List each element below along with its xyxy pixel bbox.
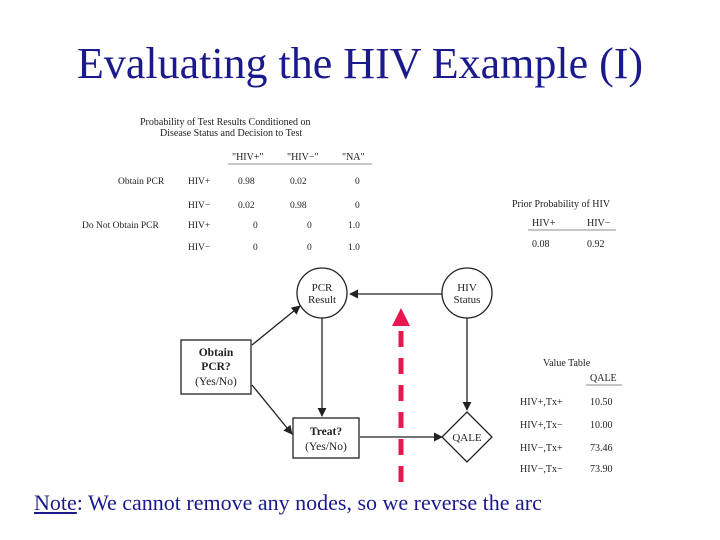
prior-value-neg: 0.92 <box>587 239 605 250</box>
prob-col-hiv-neg: "HIV−" <box>287 152 319 163</box>
arc-obtain-to-treat <box>252 385 292 434</box>
reverse-arc-head <box>392 308 410 326</box>
slide-title: Evaluating the HIV Example (I) <box>76 39 644 88</box>
arc-obtain-to-pcr <box>252 306 300 345</box>
prob-table-title-1: Probability of Test Results Conditioned on <box>140 117 311 128</box>
value-row-label: HIV−,Tx− <box>520 464 563 475</box>
pcr-result-label-2: Result <box>307 294 337 306</box>
node-obtain-pcr <box>181 340 251 394</box>
prob-col-hiv-pos: "HIV+" <box>232 152 264 163</box>
obtain-pcr-label-1: Obtain <box>198 347 234 359</box>
reverse-arc-arrow <box>392 308 410 482</box>
prob-cell: 1.0 <box>348 243 360 253</box>
prob-row-status: HIV+ <box>188 177 211 187</box>
diagram-arcs <box>252 294 467 437</box>
pcr-result-label-1: PCR <box>311 282 333 294</box>
prob-table-title-2: Disease Status and Decision to Test <box>160 128 303 139</box>
probability-table <box>82 117 372 253</box>
prob-cell: 0 <box>253 221 258 231</box>
value-row-value: 10.00 <box>590 420 613 431</box>
footnote <box>34 490 542 516</box>
prob-cell: 0 <box>253 243 258 253</box>
prior-value-pos: 0.08 <box>532 239 550 250</box>
value-row-label: HIV+,Tx+ <box>520 397 563 408</box>
value-row-value: 10.50 <box>590 397 613 408</box>
prob-row-status: HIV− <box>188 201 211 211</box>
obtain-pcr-label-3: (Yes/No) <box>195 376 237 388</box>
node-treat <box>293 418 359 458</box>
treat-label-1: Treat? <box>309 426 343 438</box>
node-qale <box>442 412 492 462</box>
value-row-label: HIV−,Tx+ <box>520 443 563 454</box>
prob-cell: 0.02 <box>290 177 307 187</box>
prob-cell: 0.02 <box>238 201 255 211</box>
note-text: : We cannot remove any nodes, so we reverse the arc <box>76 490 542 515</box>
obtain-pcr-label-2: PCR? <box>201 361 231 373</box>
value-row-value: 73.90 <box>590 464 613 475</box>
qale-node-label: QALE <box>452 432 482 444</box>
value-table-header: QALE <box>590 373 617 384</box>
value-table-title: Value Table <box>543 358 591 369</box>
value-row-label: HIV+,Tx− <box>520 420 563 431</box>
prob-cell: 0 <box>355 201 360 211</box>
prob-cell: 0.98 <box>238 177 255 187</box>
prob-cell: 0 <box>307 243 312 253</box>
prob-row-decision: Obtain PCR <box>118 177 165 187</box>
note-label: Note <box>34 490 77 515</box>
prob-row-status: HIV− <box>188 243 211 253</box>
node-hiv-status <box>442 268 492 318</box>
prob-cell: 0 <box>355 177 360 187</box>
value-row-value: 73.46 <box>590 443 613 454</box>
hiv-status-label-2: Status <box>453 294 481 306</box>
prob-cell: 1.0 <box>348 221 360 231</box>
value-table <box>520 358 622 475</box>
prior-header-neg: HIV− <box>587 218 611 229</box>
prior-header-pos: HIV+ <box>532 218 556 229</box>
prior-probability-table <box>512 199 616 250</box>
treat-label-2: (Yes/No) <box>305 441 347 453</box>
node-pcr-result <box>297 268 347 318</box>
prob-cell: 0.98 <box>290 201 307 211</box>
prob-col-na: "NA" <box>342 152 365 163</box>
prior-title: Prior Probability of HIV <box>512 199 611 210</box>
prob-cell: 0 <box>307 221 312 231</box>
hiv-status-label-1: HIV <box>457 282 477 294</box>
prob-row-status: HIV+ <box>188 221 211 231</box>
prob-row-decision: Do Not Obtain PCR <box>82 221 159 231</box>
